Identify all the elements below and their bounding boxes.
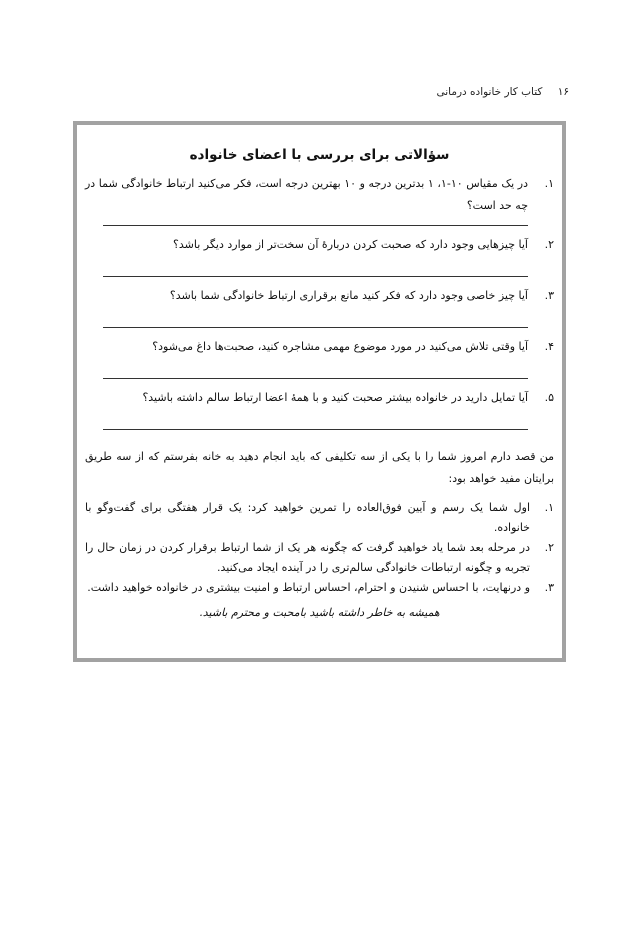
- outcome-item: [85, 538, 554, 578]
- outcome-text: در مرحله بعد شما یاد خواهید گرفت که چگونه هر یک از شما ارتباط برقرار کردن در زمان حال را تجربه و چگونه ارتباطات خانوادگی سالم‌تری را در آینده ایجاد می‌کنید.: [85, 541, 530, 574]
- question-number: ۵.: [544, 391, 554, 404]
- question-text: در یک مقیاس ۱۰-۱، ۱ بدترین درجه و ۱۰ بهترین درجه است، فکر می‌کنید ارتباط خانوادگی شما در چه حد است؟: [85, 177, 528, 212]
- question-text: آیا چیز خاصی وجود دارد که فکر کنید مانع برقراری ارتباط خانوادگی شما باشد؟: [169, 289, 528, 302]
- question-text: آیا وقتی تلاش می‌کنید در مورد موضوع مهمی مشاجره کنید، صحبت‌ها داغ می‌شود؟: [152, 340, 528, 353]
- question-item: [85, 387, 554, 409]
- question-text: آیا تمایل دارید در خانواده بیشتر صحبت کنید و با همهٔ اعضا ارتباط سالم داشته باشید؟: [142, 391, 528, 404]
- closing-note: همیشه به خاطر داشته باشید بامحبت و محترم باشید.: [199, 606, 440, 619]
- answer-line: [103, 327, 528, 328]
- question-item: [85, 173, 554, 217]
- intro-paragraph: من قصد دارم امروز شما را با یکی از سه تکلیفی که باید انجام دهید به خانه بفرستم که از سه طریق برایتان مفید خواهد بود:: [85, 450, 554, 485]
- answer-line: [103, 378, 528, 379]
- question-number: ۲.: [544, 238, 554, 251]
- question-number: ۳.: [544, 289, 554, 302]
- question-box: [73, 121, 566, 662]
- page-number: ۱۶: [557, 86, 569, 98]
- question-item: [85, 234, 554, 256]
- question-number: ۴.: [544, 340, 554, 353]
- outcome-text: اول شما یک رسم و آیین فوق‌العاده را تمرین خواهید کرد: یک قرار هفتگی برای گفت‌وگو با خانواده.: [85, 501, 530, 534]
- running-title: کتاب کار خانواده درمانی: [436, 86, 543, 98]
- answer-line: [103, 276, 528, 277]
- question-item: [85, 336, 554, 358]
- outcome-number: ۳.: [544, 581, 554, 594]
- outcome-item: [85, 498, 554, 538]
- box-title: سؤالاتی برای بررسی با اعضای خانواده: [189, 147, 450, 163]
- question-number: ۱.: [544, 177, 554, 190]
- outcome-item: [85, 578, 554, 598]
- outcome-number: ۱.: [544, 501, 554, 514]
- outcome-text: و درنهایت، با احساس شنیدن و احترام، احساس ارتباط و امنیت بیشتری در خانواده خواهید داشت.: [87, 581, 530, 594]
- question-text: آیا چیزهایی وجود دارد که صحبت کردن دربارهٔ آن سخت‌تر از موارد دیگر باشد؟: [173, 238, 528, 251]
- page-header: [436, 86, 569, 98]
- outcome-number: ۲.: [544, 541, 554, 554]
- answer-line: [103, 429, 528, 430]
- question-item: [85, 285, 554, 307]
- answer-line: [103, 225, 528, 226]
